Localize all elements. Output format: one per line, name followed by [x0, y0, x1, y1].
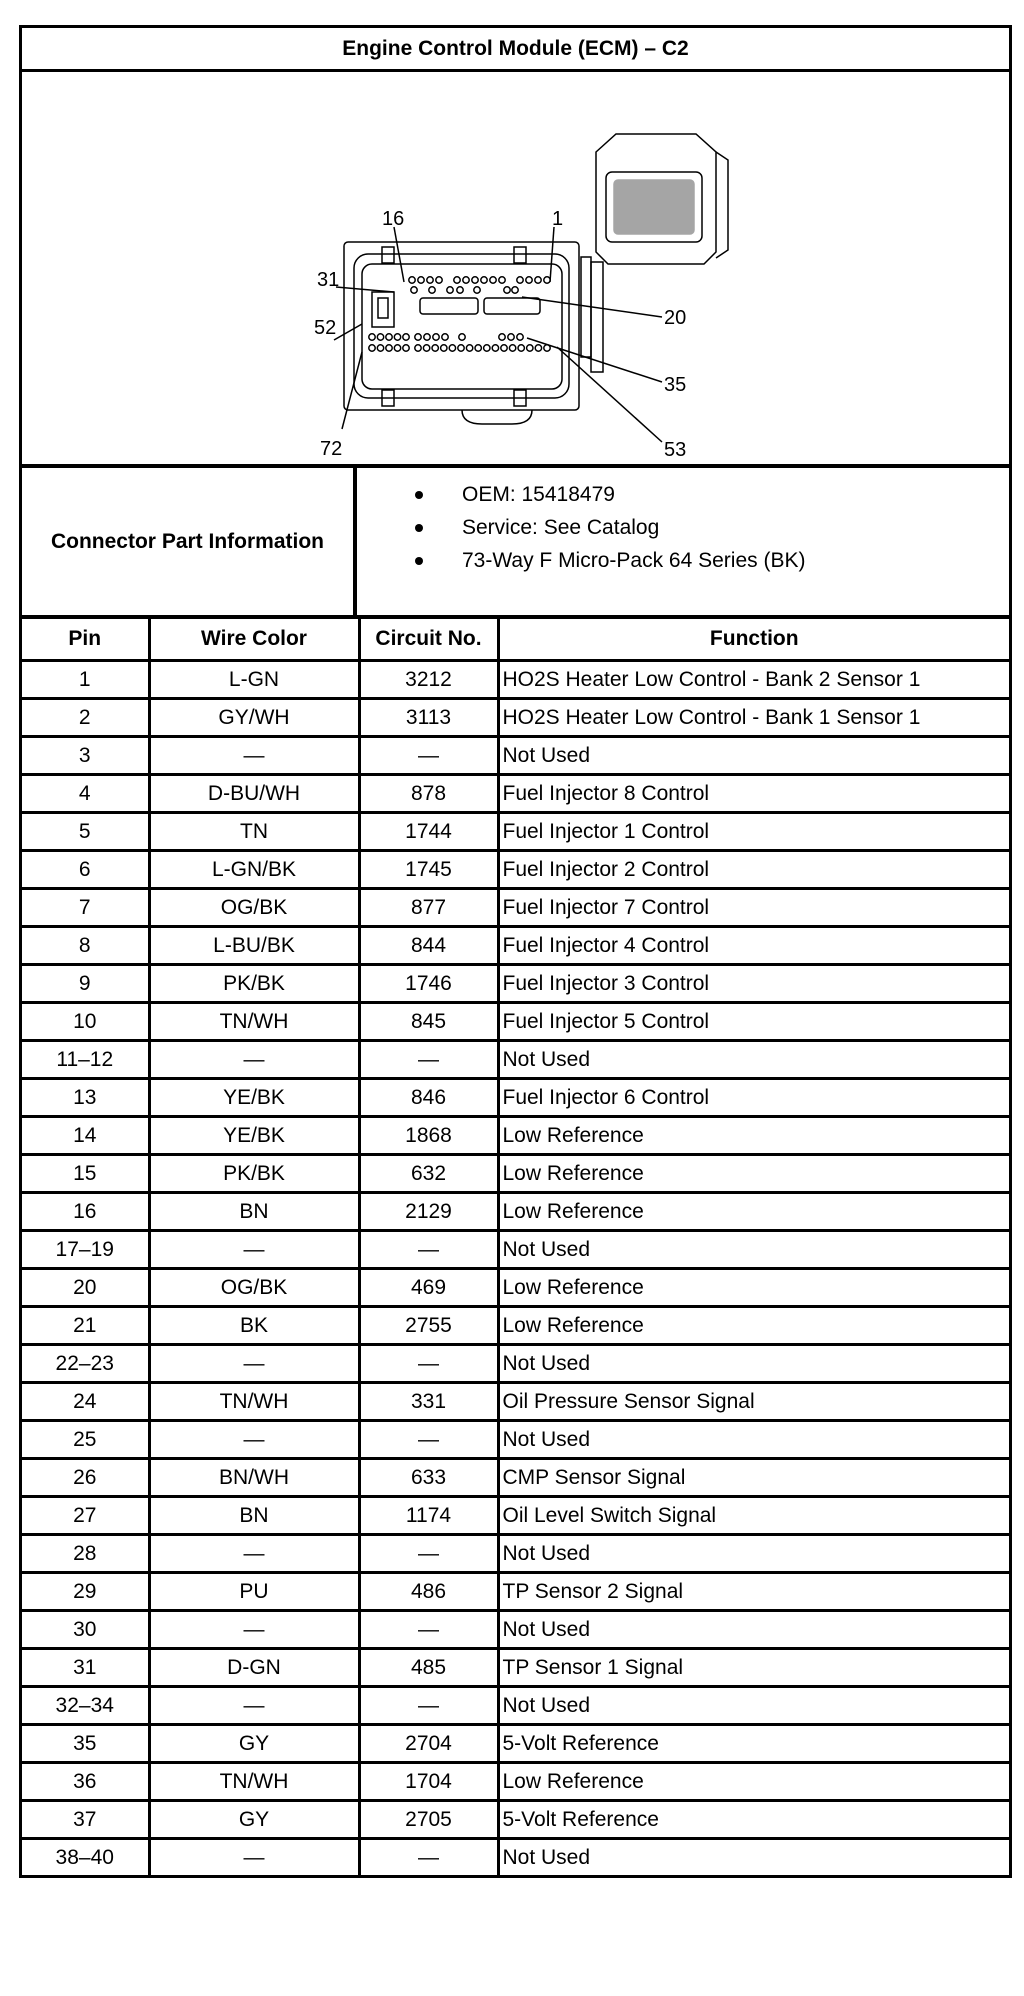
table-row: [22, 1535, 1009, 1573]
table-row: [22, 1269, 1009, 1307]
cell-function: Fuel Injector 4 Control: [498, 927, 1009, 965]
cell-function: HO2S Heater Low Control - Bank 2 Sensor 1: [498, 661, 1009, 699]
cell-wire-color: L-GN/BK: [149, 851, 359, 889]
cell-circuit-no: —: [359, 1611, 498, 1649]
cell-function: HO2S Heater Low Control - Bank 1 Sensor 1: [498, 699, 1009, 737]
cell-circuit-no: —: [359, 737, 498, 775]
cell-pin: 35: [22, 1725, 149, 1763]
cell-wire-color: L-BU/BK: [149, 927, 359, 965]
cell-wire-color: —: [149, 737, 359, 775]
cell-pin: 3: [22, 737, 149, 775]
cell-circuit-no: 1174: [359, 1497, 498, 1535]
table-row: [22, 1611, 1009, 1649]
cell-circuit-no: 846: [359, 1079, 498, 1117]
connector-sheet: [19, 25, 1012, 1878]
cell-circuit-no: 845: [359, 1003, 498, 1041]
cell-circuit-no: 469: [359, 1269, 498, 1307]
cell-pin: 6: [22, 851, 149, 889]
cell-wire-color: —: [149, 1041, 359, 1079]
pin-hole: [386, 334, 392, 340]
cell-circuit-no: 3113: [359, 699, 498, 737]
pin-hole: [458, 345, 464, 351]
cell-circuit-no: —: [359, 1839, 498, 1876]
table-row: [22, 1649, 1009, 1687]
table-row: [22, 1573, 1009, 1611]
table-row: [22, 927, 1009, 965]
cell-wire-color: BK: [149, 1307, 359, 1345]
pin-hole: [492, 345, 498, 351]
pin-hole: [501, 345, 507, 351]
cell-pin: 9: [22, 965, 149, 1003]
cell-wire-color: OG/BK: [149, 1269, 359, 1307]
pin-label-52: 52: [314, 317, 337, 339]
cell-pin: 16: [22, 1193, 149, 1231]
cell-circuit-no: 486: [359, 1573, 498, 1611]
cell-wire-color: TN/WH: [149, 1003, 359, 1041]
table-row: [22, 1345, 1009, 1383]
cell-pin: 7: [22, 889, 149, 927]
cell-function: Not Used: [498, 1687, 1009, 1725]
cell-pin: 25: [22, 1421, 149, 1459]
header-circuit-no: Circuit No.: [359, 619, 498, 661]
cell-wire-color: GY: [149, 1725, 359, 1763]
cell-function: TP Sensor 1 Signal: [498, 1649, 1009, 1687]
cell-wire-color: —: [149, 1611, 359, 1649]
cell-pin: 17–19: [22, 1231, 149, 1269]
pin-hole: [472, 277, 478, 283]
cell-wire-color: PK/BK: [149, 965, 359, 1003]
cell-circuit-no: 878: [359, 775, 498, 813]
connector-diagram: [22, 72, 1009, 468]
table-row: [22, 1725, 1009, 1763]
cell-pin: 36: [22, 1763, 149, 1801]
pin-hole: [377, 334, 383, 340]
cell-function: Fuel Injector 6 Control: [498, 1079, 1009, 1117]
table-header-row: [22, 619, 1009, 661]
cell-pin: 4: [22, 775, 149, 813]
connector-info-label: Connector Part Information: [22, 468, 357, 615]
cell-wire-color: —: [149, 1345, 359, 1383]
table-row: [22, 851, 1009, 889]
cell-pin: 24: [22, 1383, 149, 1421]
connector-part-information: [22, 468, 1009, 619]
cell-function: Low Reference: [498, 1269, 1009, 1307]
pin-hole: [475, 345, 481, 351]
pin-hole: [517, 334, 523, 340]
table-row: [22, 699, 1009, 737]
cell-pin: 2: [22, 699, 149, 737]
cell-wire-color: GY/WH: [149, 699, 359, 737]
cell-wire-color: D-BU/WH: [149, 775, 359, 813]
cell-function: Low Reference: [498, 1307, 1009, 1345]
pin-hole: [474, 287, 480, 293]
cell-pin: 32–34: [22, 1687, 149, 1725]
table-row: [22, 1231, 1009, 1269]
header-function: Function: [498, 619, 1009, 661]
table-row: [22, 737, 1009, 775]
cell-pin: 29: [22, 1573, 149, 1611]
cell-pin: 28: [22, 1535, 149, 1573]
pin-hole: [427, 277, 433, 283]
connector-3d-view: [596, 134, 728, 264]
table-row: [22, 1801, 1009, 1839]
cell-pin: 8: [22, 927, 149, 965]
cell-circuit-no: —: [359, 1345, 498, 1383]
cell-function: Low Reference: [498, 1117, 1009, 1155]
table-row: [22, 1041, 1009, 1079]
pin-label-1: 1: [552, 208, 564, 230]
pin-hole: [424, 334, 430, 340]
cell-wire-color: —: [149, 1839, 359, 1876]
pin-hole: [386, 345, 392, 351]
cell-pin: 27: [22, 1497, 149, 1535]
cell-circuit-no: 331: [359, 1383, 498, 1421]
cell-wire-color: D-GN: [149, 1649, 359, 1687]
cell-circuit-no: —: [359, 1231, 498, 1269]
cell-pin: 37: [22, 1801, 149, 1839]
cell-function: Oil Level Switch Signal: [498, 1497, 1009, 1535]
pin-hole: [512, 287, 518, 293]
pin-hole: [436, 277, 442, 283]
cell-wire-color: BN/WH: [149, 1459, 359, 1497]
cell-function: Low Reference: [498, 1193, 1009, 1231]
pin-hole: [509, 345, 515, 351]
cell-circuit-no: —: [359, 1535, 498, 1573]
cell-circuit-no: 844: [359, 927, 498, 965]
pin-hole: [394, 345, 400, 351]
table-row: [22, 1307, 1009, 1345]
table-row: [22, 775, 1009, 813]
cell-function: Not Used: [498, 1421, 1009, 1459]
table-row: [22, 1421, 1009, 1459]
cell-function: Fuel Injector 1 Control: [498, 813, 1009, 851]
cell-function: Not Used: [498, 1839, 1009, 1876]
pin-hole: [369, 345, 375, 351]
cell-pin: 11–12: [22, 1041, 149, 1079]
cell-function: Not Used: [498, 737, 1009, 775]
connector-info-list: [357, 468, 805, 615]
pin-hole: [442, 334, 448, 340]
pin-hole: [411, 287, 417, 293]
connector-info-oem: OEM: 15418479: [357, 478, 805, 511]
pin-hole: [527, 345, 533, 351]
cell-pin: 15: [22, 1155, 149, 1193]
table-row: [22, 661, 1009, 699]
cell-circuit-no: 1704: [359, 1763, 498, 1801]
pin-label-31: 31: [317, 269, 340, 291]
pin-hole: [457, 287, 463, 293]
cell-circuit-no: 2705: [359, 1801, 498, 1839]
pin-hole: [518, 345, 524, 351]
cell-pin: 21: [22, 1307, 149, 1345]
cell-pin: 1: [22, 661, 149, 699]
cell-circuit-no: 2704: [359, 1725, 498, 1763]
table-row: [22, 965, 1009, 1003]
cell-function: Not Used: [498, 1041, 1009, 1079]
pin-hole: [433, 334, 439, 340]
cell-wire-color: PK/BK: [149, 1155, 359, 1193]
pin-hole: [441, 345, 447, 351]
cell-circuit-no: —: [359, 1421, 498, 1459]
cell-circuit-no: 2755: [359, 1307, 498, 1345]
pin-label-35: 35: [664, 374, 687, 396]
cell-wire-color: —: [149, 1421, 359, 1459]
cell-function: Fuel Injector 3 Control: [498, 965, 1009, 1003]
cell-pin: 26: [22, 1459, 149, 1497]
cell-pin: 20: [22, 1269, 149, 1307]
pin-hole: [409, 277, 415, 283]
pin-hole: [526, 277, 532, 283]
pin-hole: [454, 277, 460, 283]
pin-hole: [459, 334, 465, 340]
cell-pin: 10: [22, 1003, 149, 1041]
cell-circuit-no: —: [359, 1041, 498, 1079]
cell-function: Not Used: [498, 1611, 1009, 1649]
cell-circuit-no: —: [359, 1687, 498, 1725]
pin-hole: [490, 277, 496, 283]
cell-wire-color: GY: [149, 1801, 359, 1839]
cell-pin: 5: [22, 813, 149, 851]
cell-function: Not Used: [498, 1345, 1009, 1383]
cell-pin: 22–23: [22, 1345, 149, 1383]
connector-drawing: [22, 72, 1009, 464]
pin-hole: [504, 287, 510, 293]
pin-hole: [499, 334, 505, 340]
pin-hole: [544, 277, 550, 283]
cell-function: 5-Volt Reference: [498, 1725, 1009, 1763]
cell-circuit-no: 1746: [359, 965, 498, 1003]
cell-function: Not Used: [498, 1231, 1009, 1269]
pin-hole: [418, 277, 424, 283]
sheet-title: Engine Control Module (ECM) – C2: [22, 28, 1009, 72]
table-row: [22, 1763, 1009, 1801]
cell-pin: 38–40: [22, 1839, 149, 1876]
table-row: [22, 1839, 1009, 1876]
pin-label-53: 53: [664, 439, 687, 461]
cell-wire-color: YE/BK: [149, 1117, 359, 1155]
cell-circuit-no: 2129: [359, 1193, 498, 1231]
pin-hole: [403, 345, 409, 351]
pin-hole: [517, 277, 523, 283]
cell-pin: 14: [22, 1117, 149, 1155]
pin-hole: [449, 345, 455, 351]
cell-wire-color: TN: [149, 813, 359, 851]
pin-label-16: 16: [382, 208, 405, 230]
cell-wire-color: —: [149, 1535, 359, 1573]
connector-info-service: Service: See Catalog: [357, 511, 805, 544]
cell-function: Low Reference: [498, 1763, 1009, 1801]
pin-label-20: 20: [664, 307, 687, 329]
cell-wire-color: BN: [149, 1193, 359, 1231]
table-row: [22, 1003, 1009, 1041]
pin-hole: [423, 345, 429, 351]
pin-hole: [415, 334, 421, 340]
cell-function: Oil Pressure Sensor Signal: [498, 1383, 1009, 1421]
cell-wire-color: BN: [149, 1497, 359, 1535]
table-row: [22, 1079, 1009, 1117]
cell-function: Fuel Injector 5 Control: [498, 1003, 1009, 1041]
pin-hole: [508, 334, 514, 340]
table-row: [22, 1155, 1009, 1193]
pin-hole: [432, 345, 438, 351]
cell-circuit-no: 632: [359, 1155, 498, 1193]
pin-hole: [466, 345, 472, 351]
pin-hole: [369, 334, 375, 340]
cell-function: CMP Sensor Signal: [498, 1459, 1009, 1497]
pin-hole: [429, 287, 435, 293]
cell-function: Not Used: [498, 1535, 1009, 1573]
cell-wire-color: —: [149, 1687, 359, 1725]
pin-hole: [403, 334, 409, 340]
pinout-table: [22, 619, 1009, 1875]
pin-hole: [415, 345, 421, 351]
table-row: [22, 1687, 1009, 1725]
pin-hole: [499, 277, 505, 283]
pin-hole: [394, 334, 400, 340]
cell-wire-color: TN/WH: [149, 1383, 359, 1421]
cell-pin: 31: [22, 1649, 149, 1687]
pin-hole: [447, 287, 453, 293]
table-row: [22, 1193, 1009, 1231]
table-row: [22, 1383, 1009, 1421]
cell-pin: 13: [22, 1079, 149, 1117]
cell-wire-color: PU: [149, 1573, 359, 1611]
cell-function: TP Sensor 2 Signal: [498, 1573, 1009, 1611]
cell-circuit-no: 1868: [359, 1117, 498, 1155]
cell-circuit-no: 3212: [359, 661, 498, 699]
cell-wire-color: TN/WH: [149, 1763, 359, 1801]
header-pin: Pin: [22, 619, 149, 661]
cell-circuit-no: 1745: [359, 851, 498, 889]
pin-hole: [535, 277, 541, 283]
cell-function: 5-Volt Reference: [498, 1801, 1009, 1839]
table-row: [22, 1497, 1009, 1535]
table-row: [22, 813, 1009, 851]
table-row: [22, 1459, 1009, 1497]
connector-info-type: 73-Way F Micro-Pack 64 Series (BK): [357, 544, 805, 577]
pin-hole: [535, 345, 541, 351]
cell-circuit-no: 1744: [359, 813, 498, 851]
table-row: [22, 889, 1009, 927]
cell-pin: 30: [22, 1611, 149, 1649]
cell-circuit-no: 877: [359, 889, 498, 927]
header-wire-color: Wire Color: [149, 619, 359, 661]
cell-wire-color: OG/BK: [149, 889, 359, 927]
cell-function: Fuel Injector 2 Control: [498, 851, 1009, 889]
pin-hole: [463, 277, 469, 283]
table-row: [22, 1117, 1009, 1155]
pin-hole: [481, 277, 487, 283]
cell-function: Low Reference: [498, 1155, 1009, 1193]
cell-circuit-no: 633: [359, 1459, 498, 1497]
cell-circuit-no: 485: [359, 1649, 498, 1687]
cell-function: Fuel Injector 7 Control: [498, 889, 1009, 927]
cell-wire-color: YE/BK: [149, 1079, 359, 1117]
cell-wire-color: —: [149, 1231, 359, 1269]
connector-face: [344, 242, 603, 424]
pin-hole: [484, 345, 490, 351]
pin-label-72: 72: [320, 438, 343, 460]
cell-wire-color: L-GN: [149, 661, 359, 699]
cell-function: Fuel Injector 8 Control: [498, 775, 1009, 813]
pin-hole: [377, 345, 383, 351]
